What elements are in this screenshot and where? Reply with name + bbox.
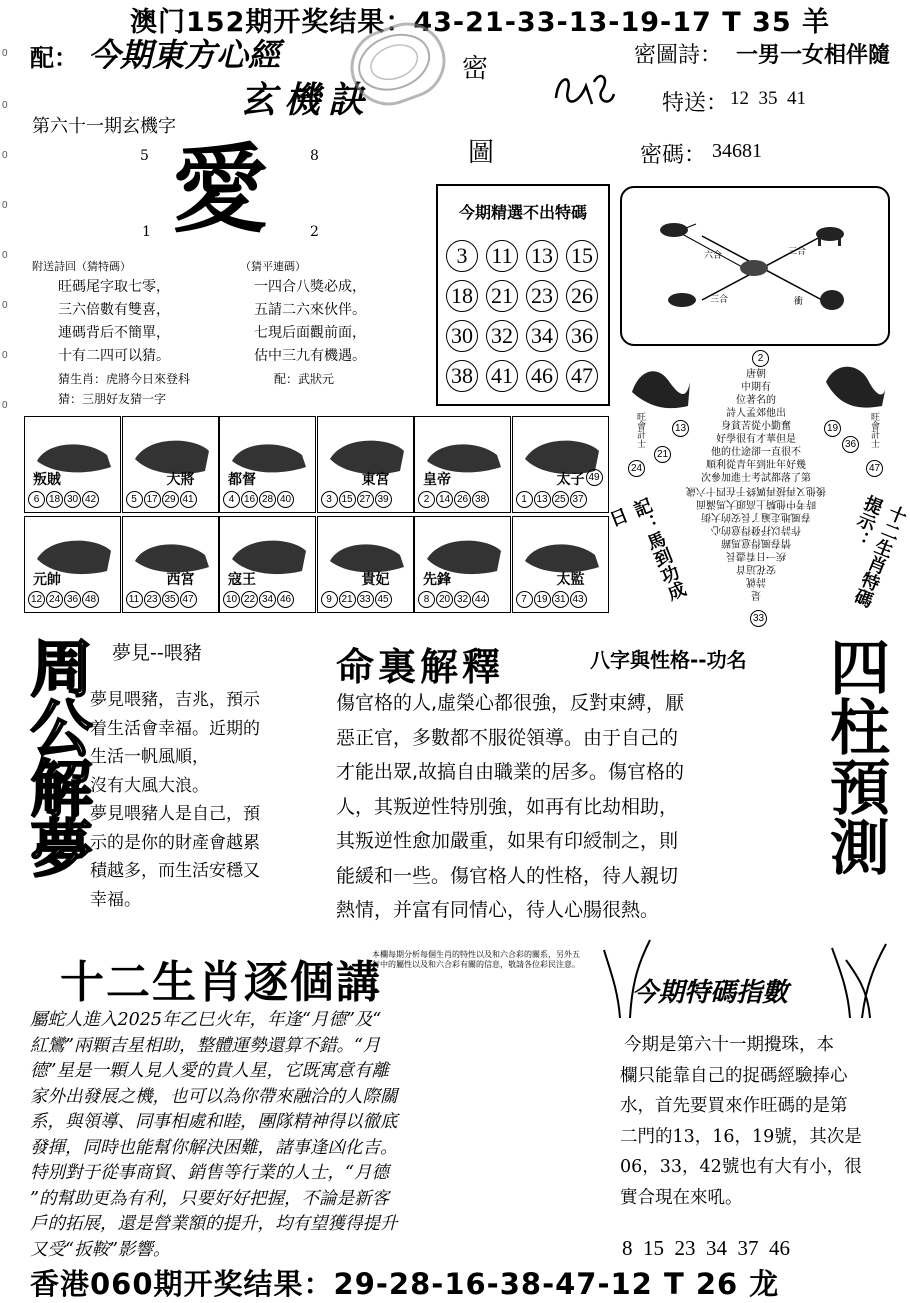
zodiac-cell (414, 416, 511, 513)
left-poem-line: 連碼背后不簡單， (58, 325, 170, 341)
zodiac-number: 14 (436, 491, 453, 508)
zodiac-number-row (516, 587, 588, 608)
zhougong-line: 夢見喂豬，吉兆，預示 (90, 690, 260, 710)
jingxuan-number-ball: 30 (446, 320, 478, 352)
poem-line-flipped: 是 (751, 589, 761, 600)
poem-triangle-lower (666, 484, 846, 601)
left-poem-line: 十有二四可以猜。 (58, 348, 170, 364)
pei-name: 配：武狀元 (274, 372, 335, 386)
zodiac-number: 31 (552, 591, 569, 608)
zodiac-number-row (223, 587, 295, 608)
shengxiao-note: 本欄每期分析每個生肖的特性以及和六合彩的關系，另外五行中的屬性以及和六合彩有關的信息，敬請各位彩民注意。 (372, 950, 580, 969)
zodiac-number: 11 (126, 591, 143, 608)
chong-label: 衝 (794, 297, 804, 307)
edge-mark: 0 (2, 200, 8, 211)
zodiac-number-row (516, 487, 588, 508)
zodiac-number: 36 (64, 591, 81, 608)
jingxuan-number-ball: 3 (446, 240, 478, 272)
zodiac-number: 25 (552, 491, 569, 508)
zodiac-number: 29 (162, 491, 179, 508)
jingxuan-title: 今期精選不出特碼 (458, 203, 587, 222)
poem-line: 他的仕途卻一直很不 (711, 447, 801, 458)
zodiac-cell (512, 516, 609, 613)
zodiac-number: 16 (241, 491, 258, 508)
tema-line: 欄只能靠自己的捉碼經驗捧心 (620, 1065, 848, 1086)
right-vertical-note: 十二生肖特碼提示： (845, 491, 910, 610)
xuanji-big-char: 愛 (172, 134, 268, 246)
left-poem-line: 三六倍數有雙喜， (58, 302, 170, 318)
poem-num: 33 (750, 610, 767, 627)
poem-line-flipped: 時考中他騎上高頭大馬滿面 (696, 498, 816, 509)
corner-num-tr: 8 (310, 148, 319, 164)
zodiac-number-row (126, 487, 198, 508)
poem-num: 19 (824, 420, 841, 437)
zhougong-line: 幸福。 (90, 889, 141, 910)
right-poem-line: 一四合八獎必成， (254, 279, 366, 295)
jingxuan-number-ball: 18 (446, 280, 478, 312)
zodiac-title: 都督 (228, 472, 256, 488)
mingli-line: 能緩和一些。傷官格人的性格，待人親切 (336, 864, 679, 887)
jingxuan-number-ball: 47 (566, 360, 598, 392)
zodiac-title: 貴妃 (361, 572, 390, 588)
right-poem (254, 276, 366, 368)
poem-num: 36 (842, 436, 859, 453)
zodiac-number-row (321, 487, 393, 508)
zodiac-cell (24, 516, 121, 613)
zodiac-number: 38 (472, 491, 489, 508)
poem-line: 中期有 (741, 382, 771, 393)
zodiac-number-row (28, 487, 100, 508)
shengxiao-line: 發揮，同時也能幫你解決困難，諸事逢凶化吉。 (30, 1137, 398, 1158)
zodiac-number: 35 (162, 591, 179, 608)
poem-line-flipped: 安花這首 (736, 563, 776, 574)
zodiac-number-row (321, 587, 393, 608)
mingli-line: 熱情，并富有同情心，待人心腸很熱。 (336, 899, 660, 921)
jingxuan-number-ball: 34 (526, 320, 558, 352)
poem-circle (604, 350, 910, 624)
zodiac-number: 23 (144, 591, 161, 608)
ox-icon (740, 260, 768, 276)
corner-num-br: 2 (310, 224, 319, 240)
liuhe-diagram (620, 186, 890, 346)
poem-label: 密圖詩： (634, 43, 723, 68)
poem-line-flipped: 情春風得意馬蹄 (721, 537, 791, 548)
zodiac-number: 8 (418, 591, 435, 608)
jingxuan-number-ball: 32 (486, 320, 518, 352)
zhougong-side-title: 周公解夢 (20, 636, 93, 876)
zodiac-number: 17 (144, 491, 161, 508)
zodiac-number: 12 (28, 591, 45, 608)
corner-num-tl: 5 (140, 148, 149, 164)
zodiac-cell (122, 416, 219, 513)
jingxuan-number-ball: 41 (486, 360, 518, 392)
jingxuan-number-ball: 11 (486, 240, 518, 272)
shengxiao-line: 系，與領導、同事相處和睦，團隊精神得以徹底 (30, 1112, 398, 1132)
top-result-banner: 澳门152期开奖结果：43-21-33-13-19-17 T 35 羊 (130, 7, 831, 38)
zodiac-number: 34 (259, 591, 276, 608)
zodiac-number: 33 (357, 591, 374, 608)
tema-line: 二門的13，16，19號，其次是 (620, 1126, 862, 1147)
zodiac-number: 20 (436, 591, 453, 608)
jingxuan-number-ball: 36 (566, 320, 598, 352)
zodiac-number: 19 (534, 591, 551, 608)
zodiac-number: 30 (64, 491, 81, 508)
zodiac-number: 40 (277, 491, 294, 508)
shengxiao-line: 家外出發展之機，也可以為你帶來融洽的人際關 (30, 1086, 398, 1107)
zodiac-number: 7 (516, 591, 533, 608)
zodiac-number: 22 (241, 591, 258, 608)
zodiac-number: 24 (46, 591, 63, 608)
poem-line-flipped: 詩就 (746, 576, 766, 587)
zodiac-number: 37 (570, 491, 587, 508)
jingxuan-box (436, 184, 610, 406)
zodiac-title: 東宮 (361, 472, 390, 488)
zodiac-number: 48 (82, 591, 99, 608)
zhougong-body (90, 686, 314, 914)
zodiac-number: 39 (375, 491, 392, 508)
edge-mark: 0 (2, 300, 8, 311)
guess-char: 猜：三朋好友猜一字 (58, 392, 167, 406)
tema-line: 實合現在來吼。 (620, 1187, 743, 1208)
poem-line-flipped: 後他又再接再厲終于在四十六歲 (686, 485, 826, 496)
zhougong-line: 沒有大風大浪。 (90, 775, 209, 796)
bottom-result-banner: 香港060期开奖结果：29-28-16-38-47-12 T 26 龙 (30, 1267, 780, 1301)
left-vertical-note: 記：馬到功成日 (604, 495, 689, 604)
zodiac-number-row (28, 587, 100, 608)
zodiac-number-row (418, 587, 490, 608)
poem-line-flipped: 作詩以抒發得意的心 (711, 524, 801, 535)
sanhe-label-1: 三合 (788, 247, 807, 257)
tema-line: 06，33，42號也有大有小，很 (620, 1157, 862, 1177)
shengxiao-line: 屬蛇人進入2025年乙巳火年，年逢“月德”及“ (30, 1010, 382, 1030)
right-poem-line: 估中三九有機遇。 (254, 348, 366, 364)
zodiac-number: 42 (82, 491, 99, 508)
zodiac-title: 太監 (556, 572, 585, 588)
zhougong-line: 着生活會幸福。近期的 (90, 718, 260, 739)
mingli-title: 命裏解釋 (336, 645, 505, 689)
poem-text: 一男一女相伴隨 (736, 42, 891, 68)
liuhe-label: 六合 (704, 251, 723, 261)
sanhe-label-2: 三合 (710, 295, 729, 305)
zodiac-number: 46 (277, 591, 294, 608)
poem-num: 13 (672, 420, 689, 437)
jingxuan-number-ball: 15 (566, 240, 598, 272)
code-number: 34681 (712, 140, 762, 162)
guess-zodiac: 猜生肖：虎將今日來登科 (58, 372, 191, 386)
special-label: 特送： (662, 91, 729, 116)
rooster-icon (820, 290, 844, 310)
zodiac-number: 2 (418, 491, 435, 508)
zodiac-number: 43 (570, 591, 587, 608)
pei-title: 今期東方心經 (88, 36, 281, 74)
tu-char: 圖 (468, 138, 495, 168)
xuanji-block-title: 第六十一期玄機字 (32, 116, 176, 137)
left-tag: 旺會計士 (635, 412, 645, 448)
zodiac-number: 10 (223, 591, 240, 608)
zodiac-number: 21 (339, 591, 356, 608)
zodiac-title: 寇王 (228, 572, 256, 588)
shengxiao-line: ”的幫助更為有利，只要好好把握，不論是新客 (30, 1188, 389, 1209)
poem-line: 好學很有才華但是 (716, 434, 796, 445)
edge-mark: 0 (2, 150, 8, 161)
edge-mark: 0 (2, 350, 8, 361)
poem-num: 24 (628, 460, 645, 477)
zodiac-number: 15 (339, 491, 356, 508)
zodiac-title: 大將 (166, 472, 195, 488)
zodiac-number-row (223, 487, 295, 508)
zodiac-extra-number: 49 (586, 469, 603, 486)
poem-line: 身貧苦從小勤奮 (721, 421, 791, 432)
zodiac-number: 1 (516, 491, 533, 508)
zodiac-number: 45 (375, 591, 392, 608)
zodiac-cell (24, 416, 121, 513)
jingxuan-number-ball: 13 (526, 240, 558, 272)
poem-triangle-upper (666, 368, 846, 485)
jingxuan-number-ball: 26 (566, 280, 598, 312)
left-poem (58, 276, 170, 368)
rat-icon (660, 223, 696, 237)
zodiac-number: 47 (180, 591, 197, 608)
right-poem-line: 七現后面觀前面， (254, 325, 366, 341)
right-subtitle: （猜平連碼） (240, 260, 306, 273)
mingli-line: 人，其叛逆性特別強，如再有比劫相助， (336, 795, 679, 818)
zhougong-line: 夢見喂豬人是自己，預 (90, 804, 260, 824)
mingli-subtitle: 八字與性格--功名 (590, 648, 747, 672)
tema-title: 今期特碼指數 (632, 978, 789, 1008)
mingli-line: 才能出眾,故搞自由職業的居多。傷官格的 (336, 761, 685, 783)
zodiac-title: 叛賊 (33, 472, 61, 488)
poem-num: 47 (866, 460, 883, 477)
zodiac-number: 13 (534, 491, 551, 508)
left-poem-line: 旺碼尾字取七零， (58, 279, 170, 295)
corner-num-bl: 1 (142, 224, 151, 240)
zodiac-number: 5 (126, 491, 143, 508)
poem-line: 次參加進士考試都落了第 (701, 473, 811, 484)
tema-line: 水，首先要買來作旺碼的是第 (620, 1096, 848, 1116)
zodiac-cell (512, 416, 609, 513)
zodiac-title: 先鋒 (423, 572, 451, 588)
dog-icon (816, 227, 844, 246)
sizhu-title: 四柱預測 (820, 636, 890, 876)
pei-prefix: 配： (30, 44, 78, 72)
right-tag: 旺會計士 (869, 412, 879, 448)
liuhe-lines-icon (622, 188, 888, 344)
zodiac-cell (219, 516, 316, 613)
zodiac-title: 皇帝 (423, 472, 451, 488)
shengxiao-line: 德”星是一顆人見人愛的貴人星，它既寓意有離 (30, 1061, 389, 1081)
mingli-line: 其叛逆性愈加嚴重，如果有印綬制之，則 (336, 830, 679, 852)
zodiac-number-row (418, 487, 490, 508)
zodiac-cell (122, 516, 219, 613)
poem-num: 21 (654, 446, 671, 463)
shengxiao-line: 又受“扳鞍”影響。 (30, 1239, 171, 1260)
poem-line-flipped: 春風地走遍了長安的大街 (701, 511, 811, 522)
jingxuan-number-ball: 23 (526, 280, 558, 312)
zodiac-number: 3 (321, 491, 338, 508)
shengxiao-line: 特別對于從事商貿、銷售等行業的人士，“月德 (30, 1163, 389, 1183)
zodiac-cell (317, 516, 414, 613)
poem-line: 詩人孟郊他出 (726, 408, 786, 419)
zodiac-number: 41 (180, 491, 197, 508)
zodiac-title: 太子 (556, 472, 585, 488)
zhougong-line: 積越多，而生活安穩又 (90, 861, 260, 881)
zodiac-number: 9 (321, 591, 338, 608)
shengxiao-body (30, 1008, 590, 1263)
zhougong-line: 示的是你的財產會越累 (90, 832, 260, 853)
zhougong-title: 夢見--喂豬 (112, 642, 202, 664)
tema-numbers: 8 15 23 34 37 46 (622, 1236, 790, 1260)
zodiac-number: 27 (357, 491, 374, 508)
zodiac-number: 32 (454, 591, 471, 608)
zodiac-cell (317, 416, 414, 513)
left-subtitle: 附送詩回（猜特碼） (32, 260, 131, 273)
special-numbers: 12 35 41 (730, 88, 806, 109)
right-poem-line: 五請二六來伙伴。 (254, 302, 366, 318)
horse-icon (668, 293, 696, 307)
jingxuan-number-ball: 21 (486, 280, 518, 312)
tema-line: 今期是第六十一期攪珠，本 (624, 1035, 834, 1055)
code-label: 密碼： (640, 143, 707, 168)
mingli-body (336, 686, 816, 928)
zodiac-cell (414, 516, 511, 613)
tema-body (620, 1030, 890, 1213)
edge-mark: 0 (2, 100, 8, 111)
zhougong-line: 生活一帆風順， (90, 747, 209, 767)
zodiac-number-row (126, 587, 198, 608)
shengxiao-line: 戶的拓展，還是營業額的提升，均有望獲得提升 (30, 1214, 398, 1234)
poem-line: 順利從青年到壯年好幾 (706, 460, 806, 471)
zodiac-number: 4 (223, 491, 240, 508)
poem-line: 位著名的 (736, 395, 776, 406)
poem-num: 2 (752, 350, 769, 367)
mi-char: 密 (462, 54, 489, 84)
mingli-line: 傷官格的人,虛榮心都很強，反對束縛，厭 (336, 692, 685, 714)
cipher-drawing-icon (548, 68, 620, 112)
mingli-line: 惡正官，多數都不服從領導。由于自己的 (336, 726, 679, 749)
edge-mark: 0 (2, 400, 8, 411)
edge-mark: 0 (2, 48, 8, 59)
zodiac-title: 西宮 (166, 572, 195, 588)
zodiac-title: 元帥 (33, 572, 61, 588)
zodiac-number: 26 (454, 491, 471, 508)
shengxiao-title: 十二生肖逐個講 (60, 957, 382, 1008)
zodiac-number: 28 (259, 491, 276, 508)
shengxiao-line: 紅鸞”兩顆吉星相助，整體運勢還算不錯。“月 (30, 1035, 381, 1056)
zodiac-cell (219, 416, 316, 513)
xuanji-title: 玄機訣 (240, 79, 373, 121)
jingxuan-number-ball: 46 (526, 360, 558, 392)
poem-line: 唐朝 (746, 369, 766, 380)
zodiac-number: 18 (46, 491, 63, 508)
zodiac-number: 6 (28, 491, 45, 508)
zodiac-number: 44 (472, 591, 489, 608)
poem-line-flipped: 疾一日看盡長 (726, 550, 786, 561)
jingxuan-number-ball: 38 (446, 360, 478, 392)
edge-mark: 0 (2, 250, 8, 261)
